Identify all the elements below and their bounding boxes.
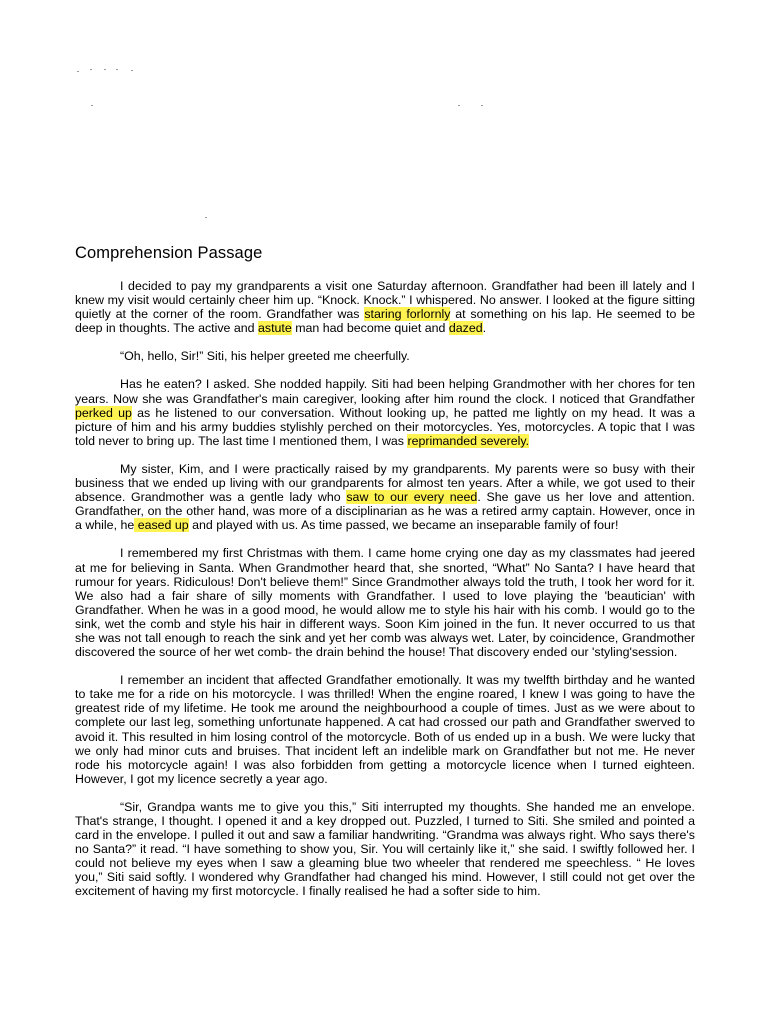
scan-speck: [90, 69, 92, 70]
text-run: at something on his lap. He seemed to be deep in thoughts. The active and: [75, 307, 695, 336]
highlighted-phrase: perked up: [75, 405, 132, 420]
paragraph: [75, 377, 695, 447]
text-run: I decided to pay my grandparents a visit one Saturday afternoon. Grandfather had been ill lately and I knew my visit would certainly cheer him up. “Knock. Knock.” I whispered. No answer. I looked at the figure sitting quietly at the corner of the room. Grandfather was: [75, 279, 695, 322]
highlighted-phrase: dazed: [448, 321, 483, 336]
highlighted-phrase: reprimanded severely.: [407, 433, 530, 448]
scan-speck: [91, 105, 93, 106]
paragraph: [75, 279, 695, 335]
text-run: “Sir, Grandpa wants me to give you this,” Siti interrupted my thoughts. She handed me an envelope. That's strange, I thought. I opened it and a key dropped out. Puzzled, I turned to Siti. She smiled and pointed a card in the envelope. I pulled it out and saw a familiar handwriting. “Grandma was always right. Who says there's no Santa?” it read. “I have something to show you, Sir. You will certainly like it,” she said. I swiftly followed her. I could not believe my eyes when I saw a gleaming blue two wheeler that rendered me speechless. “ He loves you,” Siti said softly. I wondered why Grandfather had changed his mind. However, I still could not get over the excitement of having my first motorcycle. I finally realised he had a softer side to him.: [75, 799, 695, 899]
scan-speck: [131, 70, 133, 71]
paragraph: [75, 462, 695, 532]
passage-body: [75, 279, 695, 913]
scan-speck: [116, 69, 118, 70]
text-run: I remember an incident that affected Grandfather emotionally. It was my twelfth birthday and he wanted to take me for a ride on his motorcycle. I was thrilled! When the engine roared, I knew I was going to have the greatest ride of my lifetime. He took me around the neighbourhood a couple of times. Just as we were about to complete our last leg, something unfortunate happened. A cat had crossed our path and Grandfather swerved to avoid it. This resulted in him losing control of the motorcycle. Both of us ended up in a bush. We were lucky that we only had minor cuts and bruises. That incident left an indelible mark on Grandfather but not me. He never rode his motorcycle again! I was also forbidden from getting a motorcycle licence when I turned eighteen. However, I got my licence secretly a year ago.: [75, 673, 695, 786]
text-run: Has he eaten? I asked. She nodded happily. Siti had been helping Grandmother with her chores for ten years. Now she was Grandfather's main caregiver, looking after him round the clock. I noticed that Grandfather: [75, 377, 695, 406]
highlighted-phrase: astute: [258, 321, 292, 336]
text-run: man had become quiet and: [291, 321, 449, 336]
highlighted-phrase: saw to our every need: [346, 490, 478, 505]
scan-speck: [481, 105, 483, 106]
scan-speck: [205, 217, 207, 218]
highlighted-phrase: eased up: [134, 518, 189, 533]
scan-speck: [104, 69, 106, 70]
text-run: My sister, Kim, and I were practically raised by my grandparents. My parents were so busy with their business that we ended up living with our grandparents for almost ten years. After a while, we got used to their absence. Grandmother was a gentle lady who: [75, 461, 695, 505]
scan-speck: [77, 71, 79, 72]
paragraph: [75, 800, 695, 899]
text-run: . She gave us her love and attention. Grandfather, on the other hand, was more of a disciplinarian as he was a retired army captain. However, once in a while, he: [75, 490, 695, 533]
page-title: Comprehension Passage: [75, 244, 263, 262]
text-run: .: [482, 321, 487, 336]
paragraph: [75, 546, 695, 659]
highlighted-phrase: staring forlornly: [364, 307, 451, 322]
text-run: as he listened to our conversation. Without looking up, he patted me lightly on my head. It was a picture of him and his army buddies stylishly perched on their motorcycles. Yes, motorcycles. A topic that I was told never to bring up. The last time I mentioned them, I was: [75, 405, 695, 448]
paragraph: [75, 349, 695, 363]
paragraph: [75, 673, 695, 786]
text-run: and played with us. As time passed, we became an inseparable family of four!: [188, 518, 619, 533]
text-run: I remembered my first Christmas with them. I came home crying one day as my classmates had jeered at me for believing in Santa. When Grandmother heard that, she snorted, “What” No Santa? I have heard that rumour for years. Ridiculous! Don't believe them!” Since Grandmother always told the truth, I took her word for it. We also had a fair share of silly moments with Grandfather. I used to love playing the 'beautician' with Grandfather. When he was in a good mood, he would allow me to style his hair with his comb. I would go to the sink, wet the comb and style his hair in different ways. Soon Kim joined in the fun. It never occurred to us that she was not tall enough to reach the sink and yet her comb was always wet. Later, by coincidence, Grandmother discovered the source of her wet comb- the drain behind the house! That discovery ended our 'styling'session.: [75, 546, 695, 660]
text-run: “Oh, hello, Sir!” Siti, his helper greeted me cheerfully.: [120, 349, 410, 364]
scan-speck: [458, 105, 460, 106]
